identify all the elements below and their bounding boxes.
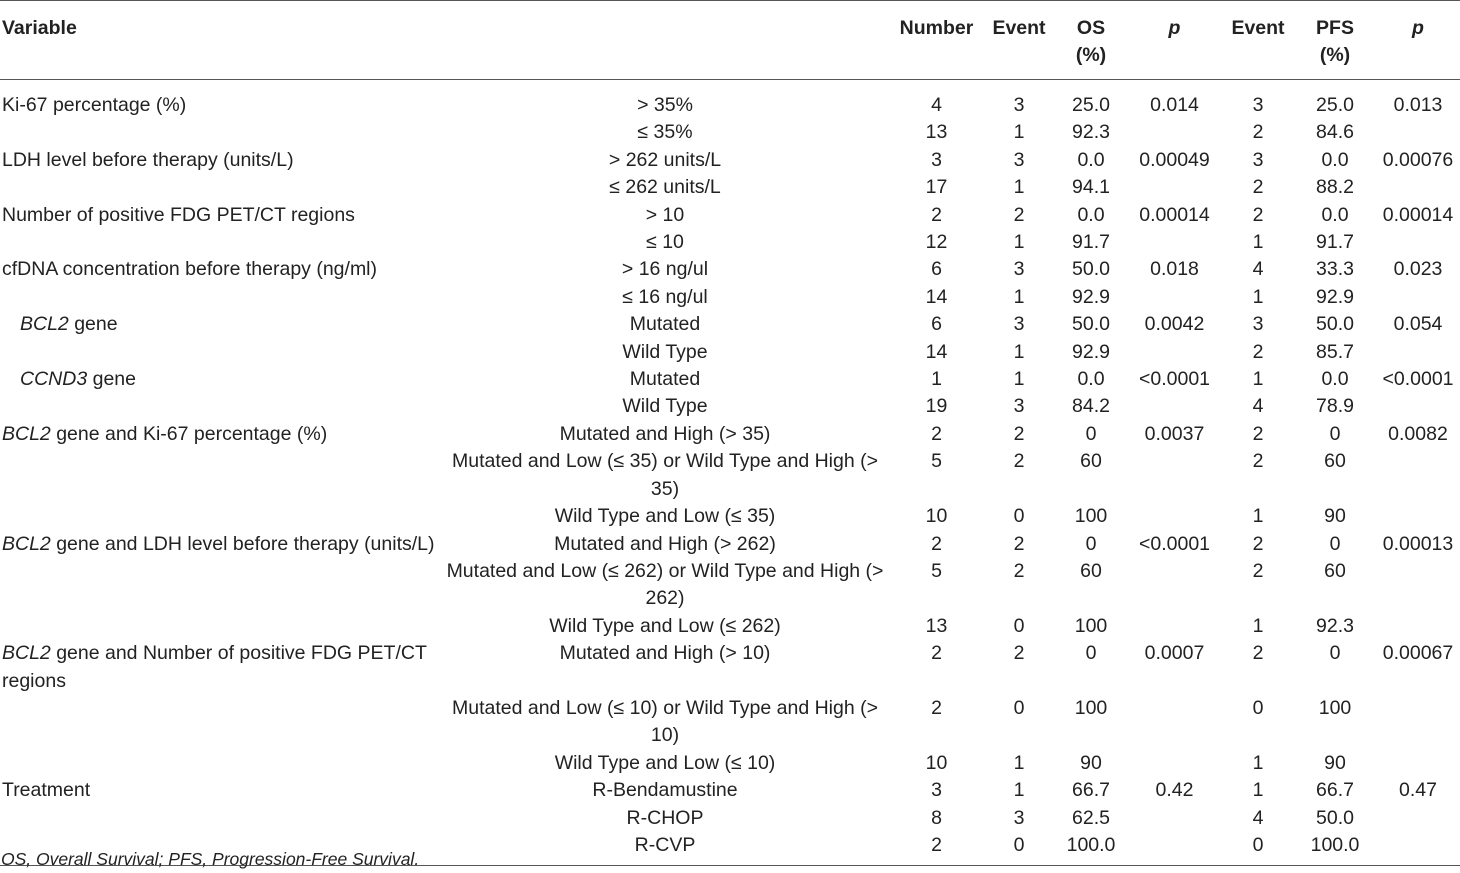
cell-p-pfs: <0.0001 (1382, 368, 1454, 391)
cell-group: > 35% (637, 94, 693, 116)
cell-number: 6 (931, 313, 942, 336)
cell-number: 2 (931, 422, 942, 445)
cell-os: 0 (1085, 642, 1097, 665)
table-row (0, 777, 1460, 804)
cell-group: Mutated (629, 368, 701, 391)
cell-variable (0, 750, 440, 777)
cell-p-os (1127, 695, 1222, 750)
cell-variable (0, 229, 440, 256)
cell-os: 100.0 (1066, 833, 1116, 856)
cell-event-os: 2 (1013, 203, 1025, 226)
variable-gene-name: BCL2 (2, 422, 51, 445)
cell-variable (0, 339, 440, 366)
cell-variable (0, 558, 440, 613)
cell-variable (0, 448, 440, 503)
cell-group: Wild Type (622, 395, 708, 418)
cell-number: 10 (925, 505, 948, 528)
cell-event-os: 1 (1013, 751, 1025, 774)
table-row (0, 393, 1460, 420)
cell-p-pfs: 0.47 (1399, 779, 1437, 802)
cell-number: 14 (925, 285, 948, 308)
cell-os: 0.0 (1077, 203, 1105, 226)
cell-number: 1 (931, 368, 942, 391)
cell-p-os: 0.42 (1155, 779, 1194, 802)
cell-event-os: 3 (1013, 313, 1025, 336)
cell-number: 8 (931, 806, 942, 829)
variable-label: gene and Ki-67 percentage (%) (50, 422, 328, 445)
cell-p-pfs: 0.00013 (1382, 532, 1454, 555)
cell-event-os: 2 (1013, 450, 1025, 473)
cell-p-pfs (1376, 393, 1460, 420)
header-p-pfs-label: p (1412, 17, 1424, 39)
cell-group: R-CHOP (626, 806, 704, 829)
cell-event-os: 3 (1013, 395, 1025, 418)
cell-group: > 10 (645, 203, 685, 226)
table-row (0, 448, 1460, 503)
cell-number: 2 (931, 642, 942, 665)
cell-os: 62.5 (1072, 806, 1110, 829)
header-pfs-label: PFS (1316, 17, 1354, 39)
table-row (0, 174, 1460, 201)
cell-group: Wild Type and Low (≤ 262) (549, 614, 781, 637)
header-os (1055, 1, 1127, 80)
cell-variable (0, 80, 440, 120)
header-number: Number (899, 17, 974, 39)
cell-variable (0, 503, 440, 530)
table-row (0, 311, 1460, 338)
table-row (0, 558, 1460, 613)
cell-event-pfs: 1 (1252, 751, 1264, 774)
cell-p-pfs: 0.00014 (1382, 203, 1454, 226)
cell-event-os: 2 (1013, 642, 1025, 665)
header-os-unit: (%) (1075, 44, 1107, 66)
cell-os: 50.0 (1072, 313, 1110, 336)
cell-event-pfs: 4 (1252, 806, 1264, 829)
cell-os: 94.1 (1072, 176, 1110, 199)
cell-number: 2 (931, 696, 942, 719)
cell-event-pfs: 0 (1252, 833, 1264, 856)
table-body (0, 80, 1460, 866)
cell-p-pfs (1376, 805, 1460, 832)
cell-p-os (1127, 119, 1222, 146)
cell-event-os: 1 (1013, 285, 1025, 308)
cell-p-os: 0.00049 (1139, 148, 1210, 171)
cell-event-os: 2 (1013, 559, 1025, 582)
cell-event-pfs: 1 (1252, 779, 1264, 802)
table-row (0, 613, 1460, 640)
cell-p-os (1127, 805, 1222, 832)
cell-pfs: 78.9 (1316, 395, 1354, 418)
cell-p-os (1127, 229, 1222, 256)
cell-pfs: 85.7 (1316, 340, 1354, 363)
cell-os: 60 (1080, 559, 1102, 582)
table-row (0, 805, 1460, 832)
cell-group: > 262 units/L (608, 148, 722, 171)
cell-event-pfs: 1 (1252, 505, 1264, 528)
cell-pfs: 50.0 (1316, 806, 1354, 829)
cell-pfs: 0 (1329, 642, 1341, 665)
cell-number: 5 (931, 559, 942, 582)
cell-event-pfs: 2 (1252, 203, 1264, 226)
cell-variable (0, 421, 440, 448)
cell-p-pfs: 0.054 (1393, 313, 1443, 336)
cell-number: 17 (925, 176, 948, 199)
cell-event-os: 1 (1013, 368, 1025, 391)
cell-group: R-CVP (634, 833, 696, 856)
cell-pfs: 90 (1324, 751, 1346, 774)
cell-event-pfs: 1 (1252, 614, 1264, 637)
cell-p-pfs: 0.013 (1393, 94, 1443, 116)
cell-event-os: 1 (1013, 121, 1025, 144)
cell-p-pfs (1376, 339, 1460, 366)
header-variable: Variable (2, 17, 77, 39)
cell-pfs: 84.6 (1316, 121, 1354, 144)
cell-number: 13 (925, 614, 948, 637)
cell-event-pfs: 0 (1252, 696, 1264, 719)
cell-p-os (1127, 174, 1222, 201)
cell-event-pfs: 4 (1252, 395, 1264, 418)
table-row (0, 695, 1460, 750)
table-row (0, 503, 1460, 530)
table-row (0, 147, 1460, 174)
cell-number: 10 (925, 751, 948, 774)
cell-event-pfs: 4 (1252, 258, 1264, 281)
cell-group: Wild Type (622, 340, 708, 363)
table-footnote: OS, Overall Survival; PFS, Progression-Free Survival. (1, 849, 420, 869)
cell-number: 12 (925, 231, 948, 254)
cell-event-os: 3 (1013, 258, 1025, 281)
cell-p-os (1127, 448, 1222, 503)
header-os-label: OS (1076, 17, 1106, 39)
cell-group: Mutated and Low (≤ 35) or Wild Type and High (> 35) (451, 450, 879, 500)
variable-gene-name: CCND3 (20, 368, 88, 391)
cell-pfs: 0.0 (1321, 368, 1349, 391)
table-row (0, 229, 1460, 256)
cell-p-pfs: 0.00067 (1382, 642, 1454, 665)
cell-os: 66.7 (1072, 779, 1110, 802)
table-row (0, 202, 1460, 229)
variable-label: LDH level before therapy (units/L) (2, 148, 294, 171)
table-row (0, 421, 1460, 448)
table-row (0, 80, 1460, 120)
cell-variable (0, 393, 440, 420)
cell-os: 91.7 (1072, 231, 1110, 254)
cell-number: 19 (925, 395, 948, 418)
cell-group: Mutated and Low (≤ 10) or Wild Type and High (> 10) (451, 696, 879, 747)
cell-variable (0, 311, 440, 338)
variable-label: gene and Number of positive FDG PET/CT regions (2, 642, 432, 692)
cell-number: 3 (931, 148, 942, 171)
cell-event-pfs: 3 (1252, 313, 1264, 336)
cell-event-pfs: 2 (1252, 559, 1264, 582)
cell-event-pfs: 1 (1252, 368, 1264, 391)
cell-p-os (1127, 613, 1222, 640)
cell-number: 2 (931, 203, 942, 226)
cell-os: 0.0 (1077, 148, 1105, 171)
cell-p-pfs (1376, 558, 1460, 613)
table-row (0, 640, 1460, 695)
cell-event-os: 1 (1013, 340, 1025, 363)
cell-pfs: 100.0 (1310, 833, 1360, 856)
cell-event-os: 0 (1013, 505, 1025, 528)
cell-number: 4 (931, 94, 942, 116)
cell-number: 14 (925, 340, 948, 363)
cell-p-os (1127, 393, 1222, 420)
cell-group: Mutated and High (> 10) (559, 642, 771, 665)
cell-pfs: 0 (1329, 422, 1341, 445)
cell-number: 3 (931, 779, 942, 802)
cell-os: 84.2 (1072, 395, 1110, 418)
cell-pfs: 60 (1324, 450, 1346, 473)
cell-os: 92.3 (1072, 121, 1110, 144)
cell-event-pfs: 2 (1252, 176, 1264, 199)
cell-p-os: 0.0042 (1144, 313, 1205, 336)
cell-pfs: 90 (1324, 505, 1346, 528)
cell-os: 90 (1080, 751, 1102, 774)
cell-p-os (1127, 558, 1222, 613)
cell-variable (0, 284, 440, 311)
cell-event-pfs: 1 (1252, 231, 1264, 254)
cell-number: 2 (931, 532, 942, 555)
variable-label: Number of positive FDG PET/CT regions (2, 203, 355, 226)
cell-pfs: 0 (1329, 532, 1341, 555)
cell-group: R-Bendamustine (592, 779, 738, 802)
cell-event-os: 3 (1013, 94, 1025, 116)
cell-pfs: 50.0 (1316, 313, 1354, 336)
cell-os: 0 (1085, 532, 1097, 555)
cell-pfs: 88.2 (1316, 176, 1354, 199)
cell-pfs: 91.7 (1316, 231, 1354, 254)
table-row (0, 750, 1460, 777)
cell-os: 25.0 (1072, 94, 1110, 116)
cell-p-pfs (1376, 503, 1460, 530)
variable-label: gene (68, 313, 118, 336)
cell-os: 60 (1080, 450, 1102, 473)
cell-group: ≤ 10 (646, 231, 684, 254)
cell-p-pfs (1376, 448, 1460, 503)
cell-pfs: 25.0 (1316, 94, 1354, 116)
header-p-os (1127, 1, 1222, 80)
cell-event-os: 2 (1013, 532, 1025, 555)
cell-p-os: 0.0037 (1144, 422, 1205, 445)
cell-group: Mutated and High (> 262) (554, 532, 776, 555)
cell-event-os: 3 (1013, 806, 1025, 829)
cell-event-os: 0 (1013, 833, 1025, 856)
cell-event-os: 0 (1013, 696, 1025, 719)
variable-label: gene (87, 368, 136, 391)
cell-p-pfs (1376, 695, 1460, 750)
cell-p-os (1127, 339, 1222, 366)
cell-group: Mutated (629, 313, 701, 336)
variable-gene-name: BCL2 (2, 532, 51, 555)
cell-pfs: 0.0 (1321, 203, 1349, 226)
variable-label: cfDNA concentration before therapy (ng/ml) (2, 258, 378, 281)
cell-event-pfs: 3 (1252, 94, 1264, 116)
cell-group: Mutated and High (> 35) (559, 422, 771, 445)
cell-p-pfs (1376, 750, 1460, 777)
cell-variable (0, 119, 440, 146)
header-event-os: Event (992, 17, 1046, 39)
cell-p-pfs (1376, 119, 1460, 146)
cell-variable (0, 640, 440, 695)
cell-event-os: 2 (1013, 422, 1025, 445)
cell-p-pfs: 0.00076 (1382, 148, 1454, 171)
cell-p-pfs (1376, 229, 1460, 256)
cell-event-os: 1 (1013, 231, 1025, 254)
cell-event-pfs: 2 (1252, 340, 1264, 363)
cell-os: 100 (1074, 614, 1108, 637)
table-row (0, 531, 1460, 558)
cell-group: Wild Type and Low (≤ 10) (554, 751, 776, 774)
cell-pfs: 92.3 (1316, 614, 1354, 637)
cell-pfs: 92.9 (1316, 285, 1354, 308)
cell-p-pfs (1376, 284, 1460, 311)
cell-pfs: 66.7 (1316, 779, 1354, 802)
cell-p-os (1127, 750, 1222, 777)
cell-variable (0, 613, 440, 640)
table-row (0, 119, 1460, 146)
cell-pfs: 60 (1324, 559, 1346, 582)
cell-number: 6 (931, 258, 942, 281)
header-event-pfs: Event (1231, 17, 1285, 39)
cell-variable (0, 695, 440, 750)
header-pfs-unit: (%) (1319, 44, 1351, 66)
variable-gene-name: BCL2 (2, 642, 51, 665)
cell-event-pfs: 2 (1252, 642, 1264, 665)
cell-event-os: 3 (1013, 148, 1025, 171)
header-pfs (1294, 1, 1376, 80)
cell-variable (0, 174, 440, 201)
cell-variable (0, 531, 440, 558)
cell-p-os: <0.0001 (1138, 532, 1211, 555)
cell-number: 2 (931, 833, 942, 856)
cell-event-pfs: 2 (1252, 532, 1264, 555)
variable-label: gene and LDH level before therapy (units/L) (50, 532, 435, 555)
cell-group: Mutated and Low (≤ 262) or Wild Type and High (> 262) (446, 559, 884, 610)
cell-os: 92.9 (1072, 285, 1110, 308)
cell-event-pfs: 3 (1252, 148, 1264, 171)
cell-p-pfs: 0.0082 (1388, 422, 1448, 445)
cell-pfs: 100 (1318, 696, 1352, 719)
cell-os: 0.0 (1077, 368, 1105, 391)
header-p-os-label: p (1168, 17, 1181, 39)
cell-event-pfs: 2 (1252, 121, 1264, 144)
cell-pfs: 0.0 (1321, 148, 1349, 171)
table-row (0, 256, 1460, 283)
cell-event-pfs: 1 (1252, 285, 1264, 308)
cell-p-os: 0.00014 (1139, 203, 1210, 226)
cell-variable (0, 366, 440, 393)
cell-group: > 16 ng/ul (621, 258, 709, 281)
cell-number: 5 (931, 450, 942, 473)
cell-p-pfs (1376, 174, 1460, 201)
cell-group: ≤ 35% (637, 121, 693, 144)
cell-os: 0 (1085, 422, 1097, 445)
cell-p-os: 0.014 (1150, 94, 1199, 116)
cell-p-os (1127, 284, 1222, 311)
cell-group: ≤ 262 units/L (609, 176, 721, 199)
cell-os: 92.9 (1072, 340, 1110, 363)
cell-group: ≤ 16 ng/ul (622, 285, 708, 308)
cell-variable (0, 805, 440, 832)
header-p-pfs (1376, 1, 1460, 80)
cell-os: 100 (1074, 696, 1108, 719)
cell-event-pfs: 2 (1252, 422, 1264, 445)
cell-variable (0, 202, 440, 229)
cell-pfs: 33.3 (1316, 258, 1354, 281)
cell-p-os (1127, 503, 1222, 530)
variable-label: Treatment (2, 779, 91, 802)
cell-group: Wild Type and Low (≤ 35) (554, 505, 776, 528)
table-row (0, 284, 1460, 311)
cell-variable (0, 256, 440, 283)
table-row (0, 339, 1460, 366)
cell-variable (0, 777, 440, 804)
cell-p-os (1127, 832, 1222, 866)
cell-variable (0, 147, 440, 174)
cell-os: 100 (1074, 505, 1108, 528)
cell-p-pfs: 0.023 (1393, 258, 1443, 281)
cell-p-os: 0.0007 (1144, 642, 1205, 665)
cell-p-pfs (1376, 613, 1460, 640)
cell-os: 50.0 (1072, 258, 1110, 281)
variable-gene-name: BCL2 (20, 313, 69, 336)
header-row (0, 1, 1460, 80)
cell-p-pfs (1376, 832, 1460, 866)
cell-p-os: <0.0001 (1138, 368, 1211, 391)
table-row (0, 366, 1460, 393)
variable-label: Ki-67 percentage (%) (2, 94, 187, 116)
cell-event-os: 1 (1013, 779, 1025, 802)
cell-number: 13 (925, 121, 948, 144)
cell-event-pfs: 2 (1252, 450, 1264, 473)
cell-event-os: 0 (1013, 614, 1025, 637)
cell-p-os: 0.018 (1150, 258, 1199, 281)
cell-event-os: 1 (1013, 176, 1025, 199)
